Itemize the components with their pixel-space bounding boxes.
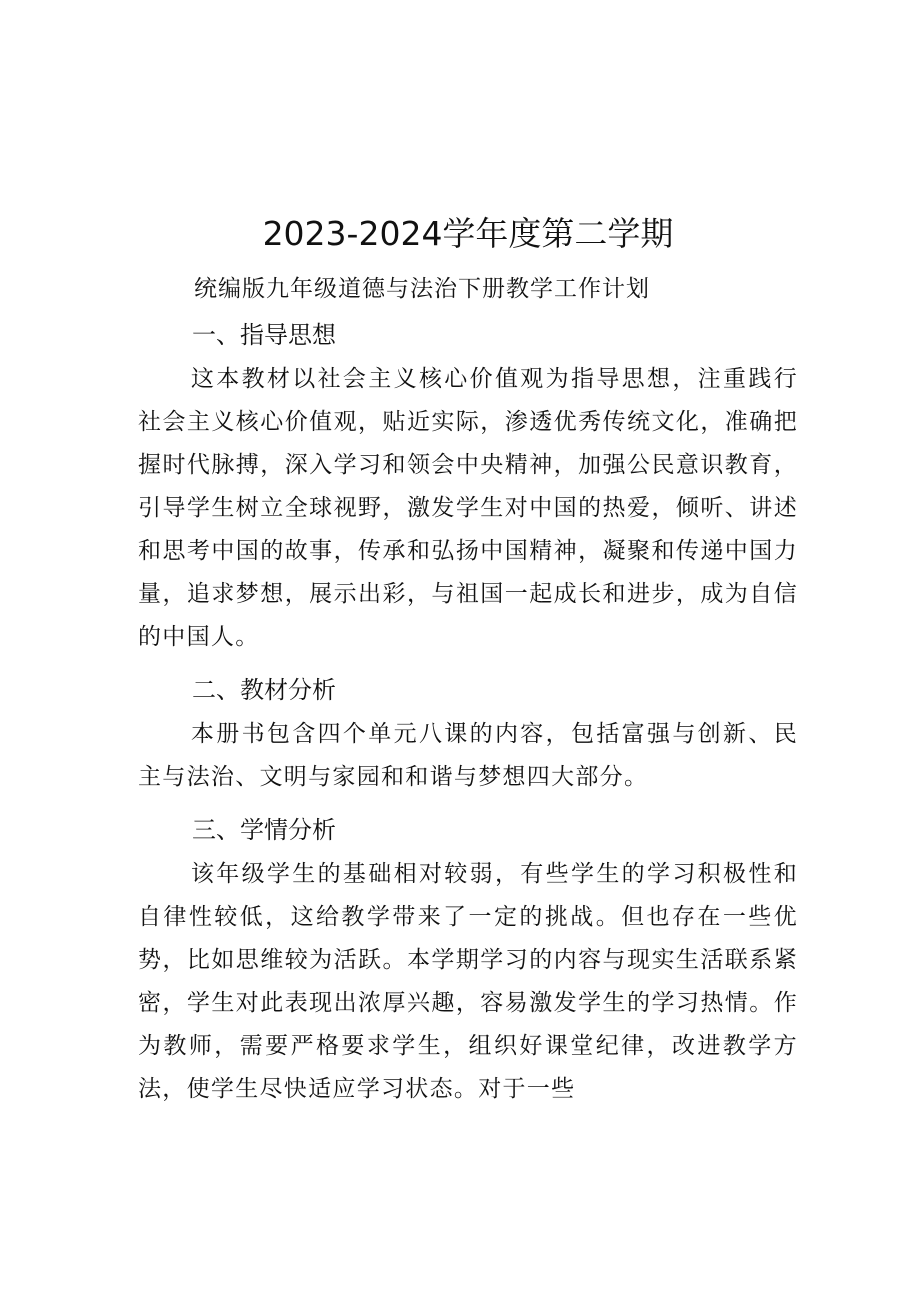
document-page bbox=[138, 208, 798, 1111]
document-title: 2023-2024学年度第二学期 bbox=[262, 214, 674, 253]
section-heading: 一、指导思想 bbox=[192, 321, 336, 349]
section-heading: 三、学情分析 bbox=[192, 816, 336, 844]
section-paragraph: 这本教材以社会主义核心价值观为指导思想，注重践行社会主义核心价值观，贴近实际，渗透优秀传统文化，准确把握时代脉搏，深入学习和领会中央精神，加强公民意识教育，引导学生树立全球视野，激发学生对中国的热爱，倾听、讲述和思考中国的故事，传承和弘扬中国精神，凝聚和传递中国力量，追求梦想，展示出彩，与祖国一起成长和进步，成为自信的中国人。 bbox=[138, 366, 798, 650]
section-paragraph: 该年级学生的基础相对较弱，有些学生的学习积极性和自律性较低，这给教学带来了一定的挑战。但也存在一些优势，比如思维较为活跃。本学期学习的内容与现实生活联系紧密，学生对此表现出浓厚兴趣，容易激发学生的学习热情。作为教师，需要严格要求学生，组织好课堂纪律，改进教学方法，使学生尽快适应学习状态。对于一些 bbox=[138, 861, 798, 1102]
section-textbook-analysis bbox=[138, 673, 798, 799]
section-heading: 二、教材分析 bbox=[192, 676, 336, 704]
section-paragraph: 本册书包含四个单元八课的内容，包括富强与创新、民主与法治、文明与家园和和谐与梦想四大部分。 bbox=[138, 721, 798, 790]
section-student-analysis bbox=[138, 813, 798, 1111]
section-guiding-ideology bbox=[138, 318, 798, 659]
document-subtitle: 统编版九年级道德与法治下册教学工作计划 bbox=[194, 276, 650, 302]
